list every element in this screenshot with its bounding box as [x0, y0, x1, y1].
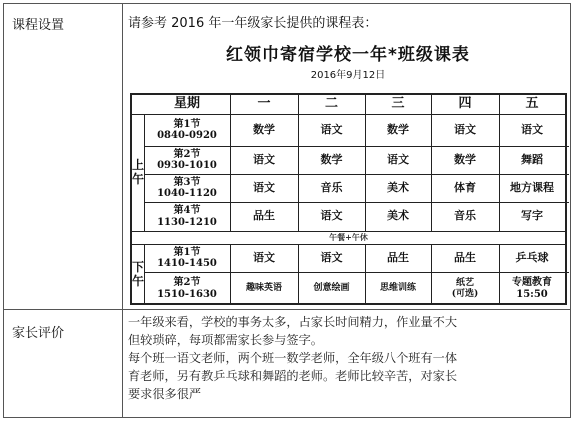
subject-cell: 美术 [387, 209, 409, 223]
period-label [144, 272, 230, 305]
row-divider [4, 309, 570, 310]
day-header: 四 [458, 96, 472, 112]
period-time: 0840-0920 [157, 130, 217, 141]
period-time: 1040-1120 [157, 188, 217, 199]
comment-line: 要求很多很严 [128, 387, 202, 401]
period-label [144, 174, 230, 202]
column-divider [122, 4, 123, 417]
period-label [144, 146, 230, 174]
period-number: 第1节 [173, 246, 201, 258]
subject-cell: 美术 [387, 180, 409, 194]
subject-cell: 数学 [387, 122, 409, 136]
schedule-date: 2016年9月12日 [310, 70, 386, 81]
weekday-corner-header: 星期 [173, 96, 200, 112]
subject-cell: 语文 [387, 152, 409, 166]
period-label [144, 244, 230, 272]
subject-cell: 乒乓球 [515, 250, 549, 264]
period-number: 第3节 [173, 176, 201, 188]
subject-cell: 语文 [253, 152, 275, 166]
parent-comment [128, 313, 570, 403]
subject-cell: 纸艺 (可选) [451, 278, 479, 299]
comment-line: 但较琐碎，每项都需家长参与签字。 [128, 333, 323, 347]
subject-cell: 语文 [253, 250, 275, 264]
subject-cell: 语文 [521, 122, 543, 136]
period-label [144, 202, 230, 231]
subject-cell: 数学 [454, 152, 476, 166]
subject-cell: 数学 [320, 152, 343, 166]
subject-cell: 品生 [454, 250, 476, 264]
subject-cell: 语文 [454, 122, 476, 136]
day-header: 三 [391, 96, 405, 112]
form-table [3, 3, 571, 418]
subject-cell: 趣味英语 [245, 283, 282, 294]
subject-cell: 思维训练 [379, 283, 416, 294]
subject-cell: 品生 [253, 209, 275, 223]
subject-cell: 语文 [320, 122, 343, 136]
day-header: 一 [257, 96, 271, 112]
subject-cell: 舞蹈 [521, 152, 543, 166]
comment-line: 育老师，另有教乒乓球和舞蹈的老师。老师比较辛苦，对家长 [128, 369, 458, 383]
lunch-break-row: 午餐+午休 [329, 231, 368, 242]
period-number: 第2节 [173, 277, 201, 288]
intro-text: 请参考 2016 年一年级家长提供的课程表： [128, 16, 378, 31]
comment-line: 每个班一语文老师，两个班一数学老师，全年级八个班有一体 [128, 351, 458, 365]
subject-cell: 品生 [387, 250, 409, 264]
subject-cell: 语文 [320, 250, 343, 264]
period-number: 第4节 [173, 205, 201, 216]
subject-cell: 创意绘画 [313, 283, 350, 294]
subject-cell: 写字 [521, 209, 543, 223]
parent-review-label: 家长评价 [12, 326, 65, 341]
schedule-title: 红领巾寄宿学校一年*班级课表 [226, 45, 470, 65]
comment-line: 一年级来看，学校的事务太多，占家长时间精力，作业量不大 [128, 315, 458, 329]
subject-cell: 音乐 [454, 209, 476, 223]
day-header: 五 [525, 96, 539, 112]
period-time: 1510-1630 [157, 288, 217, 300]
period-number: 第2节 [173, 148, 201, 160]
subject-cell: 语文 [253, 180, 275, 194]
course-setup-label: 课程设置 [12, 18, 65, 33]
subject-cell: 体育 [454, 180, 476, 194]
period-label [144, 114, 230, 146]
subject-cell: 地方课程 [510, 180, 554, 194]
period-time: 0930-1010 [157, 160, 217, 171]
subject-cell: 专题教育 15:50 [512, 277, 552, 300]
morning-section-label: 上午 [132, 157, 145, 186]
afternoon-section-label: 下午 [132, 259, 145, 288]
period-time: 1410-1450 [157, 258, 217, 269]
period-time: 1130-1210 [157, 216, 217, 228]
subject-cell: 语文 [320, 209, 343, 223]
period-number: 第1节 [173, 118, 201, 130]
subject-cell: 数学 [253, 122, 275, 136]
day-header: 二 [324, 96, 338, 112]
class-schedule-table [130, 93, 567, 305]
subject-cell: 音乐 [320, 180, 343, 194]
